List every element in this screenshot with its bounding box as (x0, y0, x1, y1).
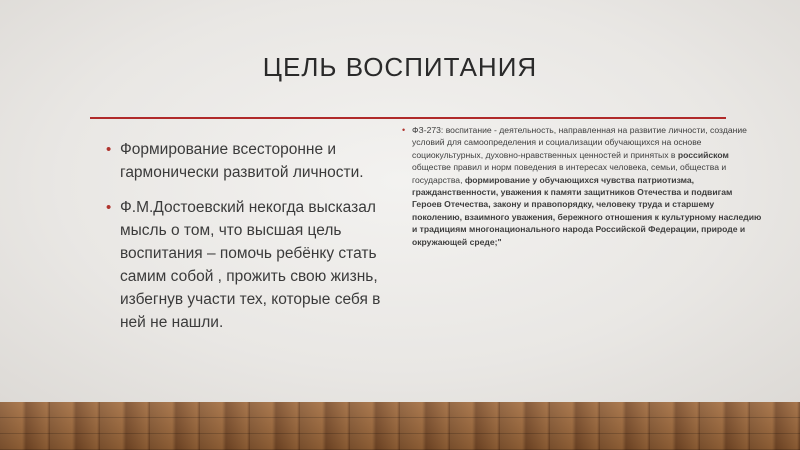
left-bullet-list (106, 138, 396, 346)
law-note-bold2: формирование у обучающихся чувства патриотизма, гражданственности, уважения к памяти защитников Отечества и подвигам Героев Отечества, закону и правопорядку, человеку труда и старшему поколению, взаимного уважения, бережного отношения к культурному наследию и традициям многонационального народа Российской Федерации, природе и окружающей среде;" (412, 174, 762, 247)
bullet-item-1 (106, 138, 396, 184)
law-note-part1: ФЗ-273: воспитание - деятельность, направленная на развитие личности, создание условий для самоопределения и социализации обучающихся на основе социокультурных, духовно-нравственных ценностей и принятых в (412, 125, 747, 160)
bullet-icon: • (106, 141, 112, 158)
bullet-text-1: Формирование всесторонне и гармонически развитой личности. (120, 141, 364, 181)
bullet-text-2: Ф.М.Достоевский некогда высказал мысль о том, что высшая цель воспитания – помочь ребёнку стать самим собой , прожить свою жизнь, избегнув участи тех, которые себя в ней не нашли. (120, 199, 381, 331)
bullet-icon: • (106, 199, 112, 216)
law-note-part2: обществе правил и норм поведения в интересах человека, семьи, общества и государства, (412, 162, 727, 185)
bullet-item-2 (106, 196, 396, 334)
bullet-icon: • (402, 125, 406, 135)
wood-floor-decoration (0, 402, 800, 450)
slide-title: ЦЕЛЬ ВОСПИТАНИЯ (262, 52, 538, 82)
law-note (402, 124, 764, 248)
title-divider (90, 117, 726, 119)
law-note-bold1: российском (677, 149, 729, 160)
